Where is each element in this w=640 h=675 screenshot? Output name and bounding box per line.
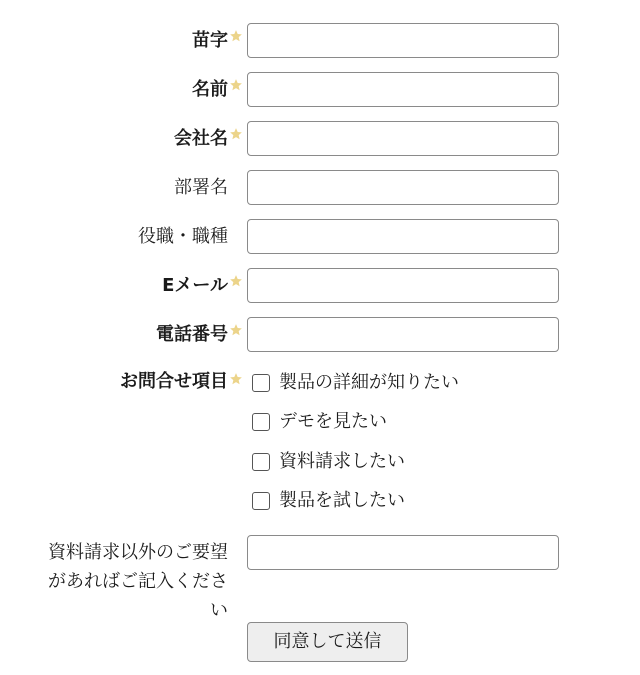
comments-label-line-3: い [210, 600, 228, 621]
inquiry-option-product-details[interactable] [252, 368, 582, 407]
agree-and-submit-button[interactable]: 同意して送信 [247, 622, 408, 662]
comments-label [20, 538, 228, 625]
comments-input[interactable] [247, 535, 559, 570]
department-input[interactable] [247, 170, 559, 205]
row-phone [0, 317, 640, 353]
option-label[interactable]: 製品を試したい [279, 489, 405, 511]
company-label: 会社名 [174, 128, 228, 149]
phone-label: 電話番号 [156, 324, 228, 345]
email-label: Eメール [162, 275, 228, 296]
required-star-icon [229, 323, 243, 337]
comments-label-line-1: 資料請求以外のご要望 [48, 542, 228, 563]
checkbox[interactable] [252, 453, 270, 471]
checkbox[interactable] [252, 492, 270, 510]
inquiry-option-try-product[interactable] [252, 486, 582, 525]
job-title-input[interactable] [247, 219, 559, 254]
job-title-label: 役職・職種 [138, 226, 228, 247]
inquiry-option-demo[interactable] [252, 407, 582, 446]
row-company [0, 121, 640, 157]
row-first-name [0, 72, 640, 108]
comments-label-line-2: があればご記入くださ [48, 571, 228, 592]
required-star-icon [229, 274, 243, 288]
option-label[interactable]: 製品の詳細が知りたい [279, 372, 459, 393]
row-job-title [0, 219, 640, 255]
inquiry-label: お問合せ項目 [120, 371, 228, 392]
inquiry-option-request-materials[interactable] [252, 447, 582, 486]
email-input[interactable] [247, 268, 559, 303]
first-name-input[interactable] [247, 72, 559, 107]
company-input[interactable] [247, 121, 559, 156]
first-name-label: 名前 [192, 79, 228, 100]
phone-input[interactable] [247, 317, 559, 352]
last-name-input[interactable] [247, 23, 559, 58]
required-star-icon [229, 29, 243, 43]
row-last-name [0, 23, 640, 59]
checkbox[interactable] [252, 413, 270, 431]
row-email [0, 268, 640, 304]
required-star-icon [229, 127, 243, 141]
checkbox[interactable] [252, 374, 270, 392]
last-name-label: 苗字 [192, 30, 228, 51]
department-label: 部署名 [174, 177, 228, 198]
option-label[interactable]: デモを見たい [279, 411, 387, 433]
required-star-icon [229, 372, 243, 386]
inquiry-options [252, 368, 582, 525]
row-department [0, 170, 640, 206]
required-star-icon [229, 78, 243, 92]
option-label[interactable]: 資料請求したい [279, 450, 405, 472]
